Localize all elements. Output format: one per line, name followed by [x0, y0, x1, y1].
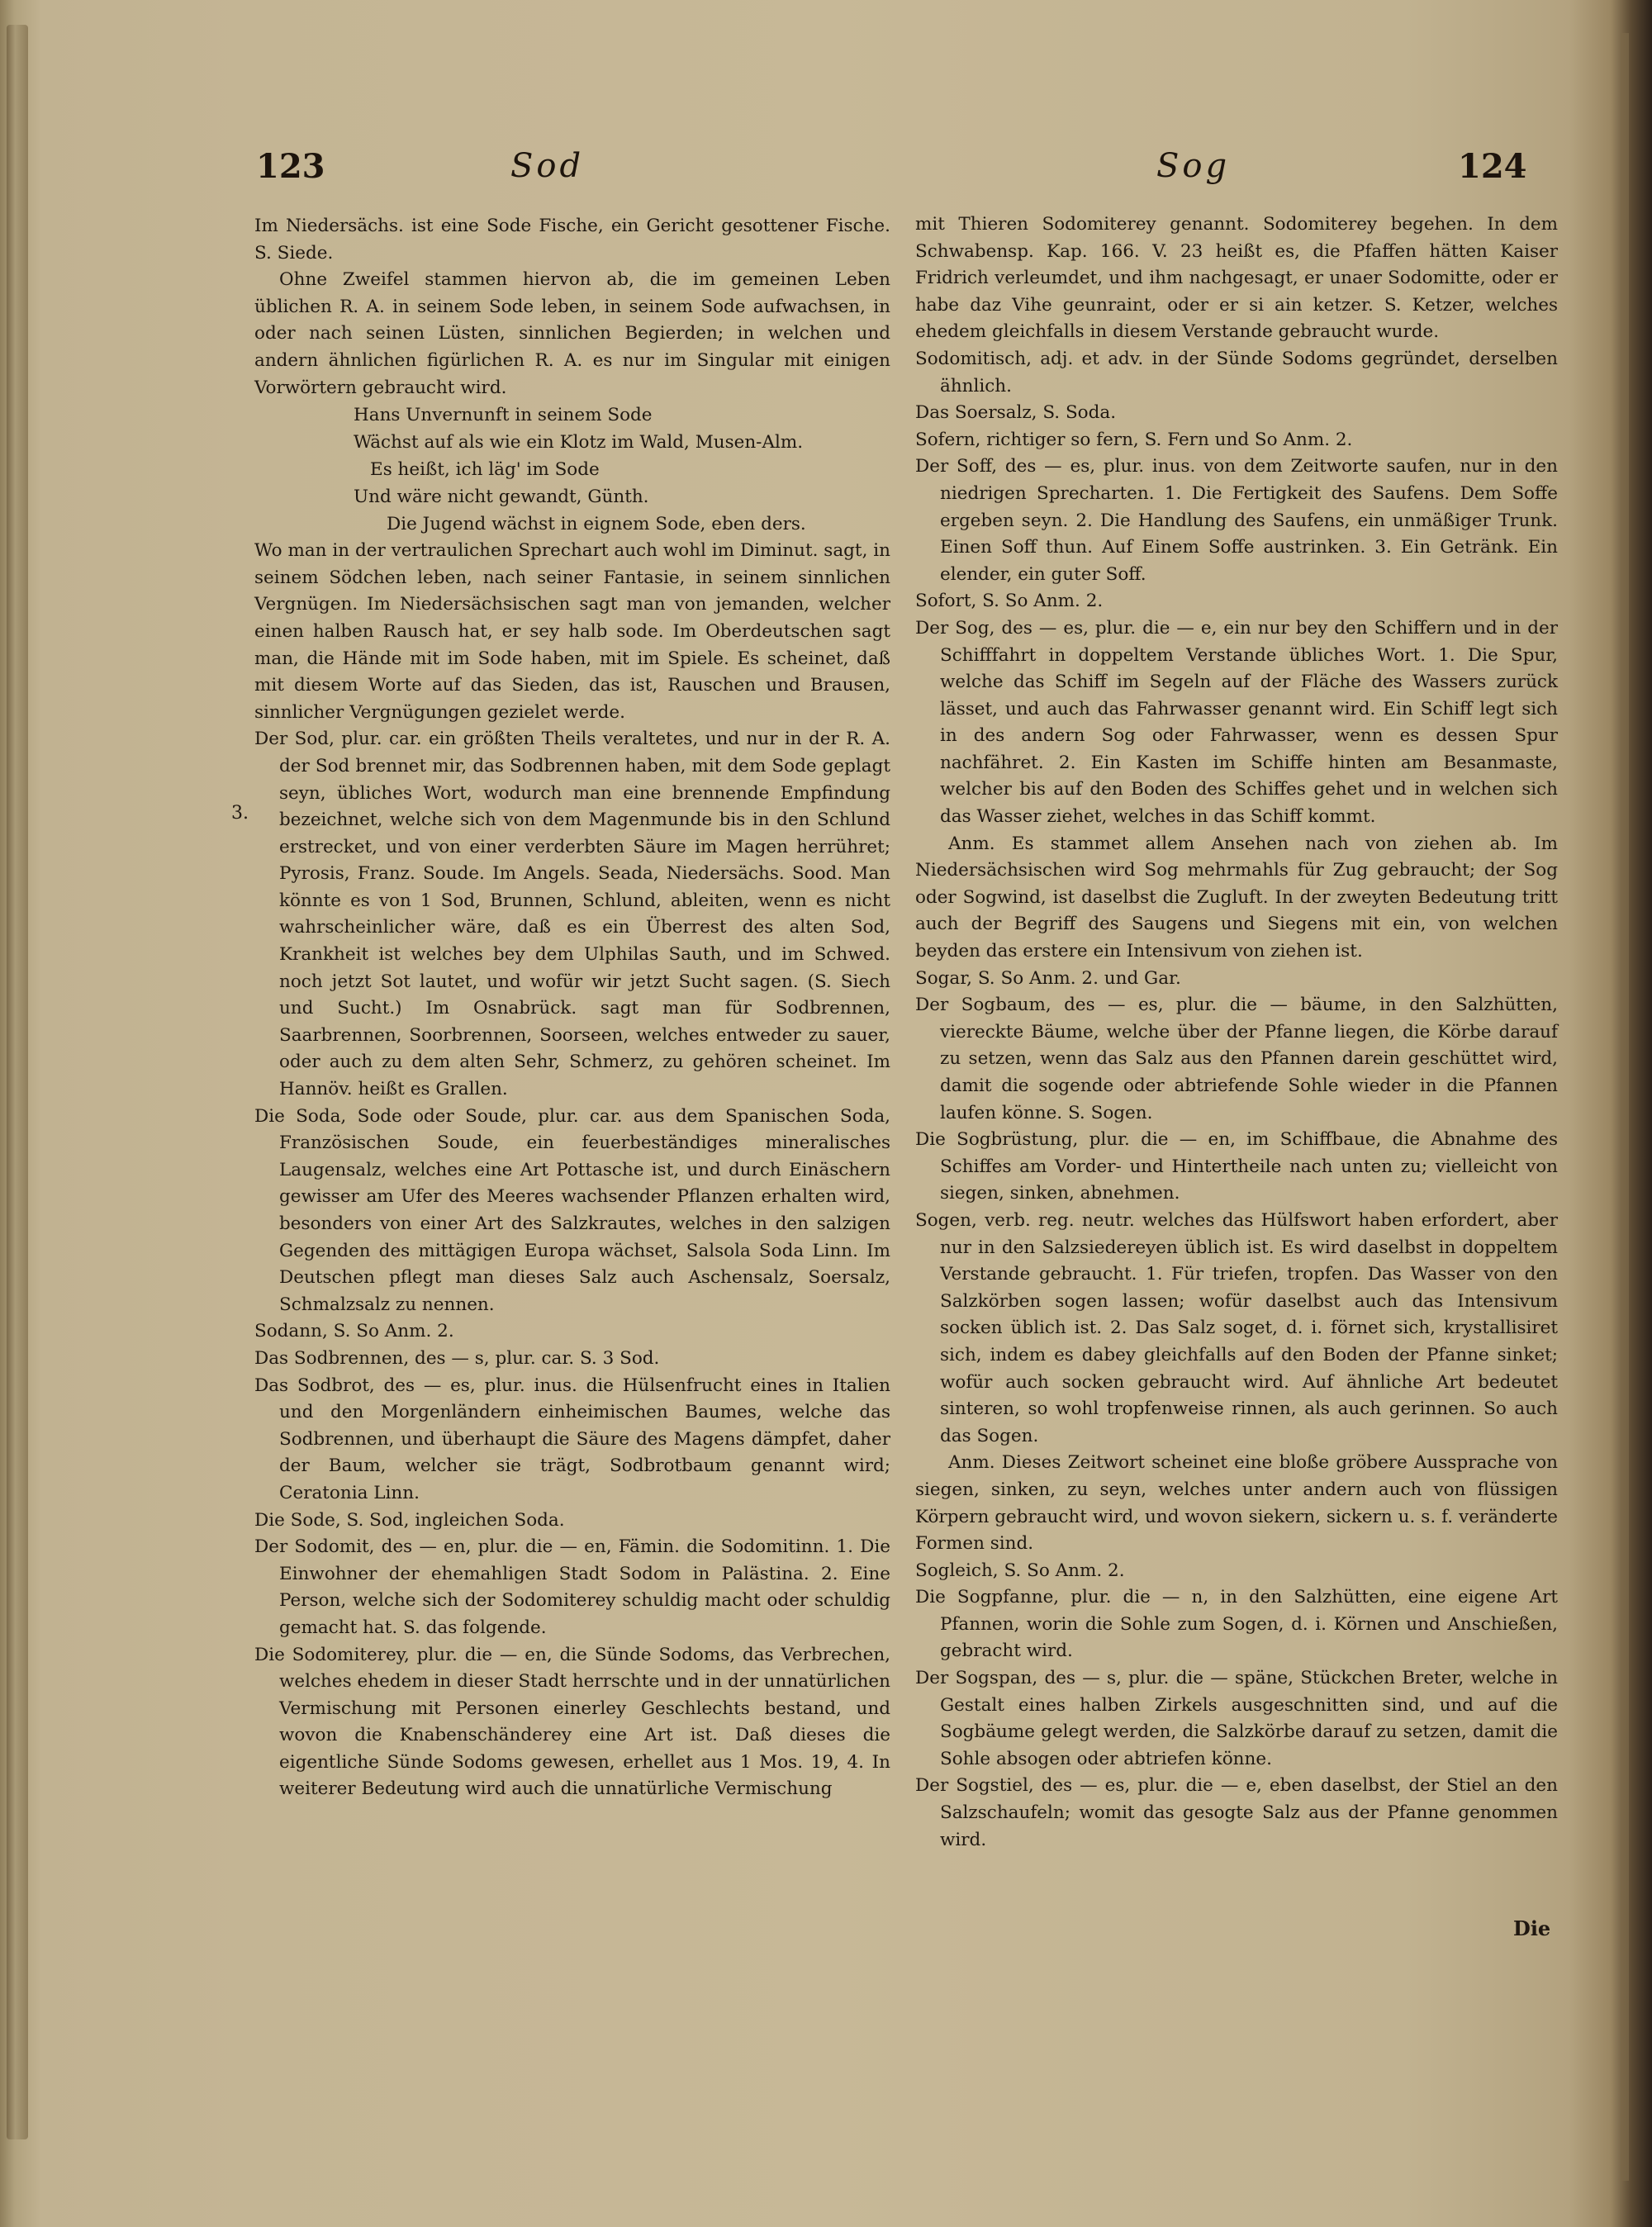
paragraph: Ohne Zweifel stammen hiervon ab, die im gemeinen Leben üblichen R. A. in seinem Sode leben, in seinem Sode aufwachsen, in oder nach seinen Lüsten, sinnlichen Begierden; in welchen und andern ähnlichen figürlichen R. A. es nur im Singular mit einigen Vorwörtern gebraucht wird. — [254, 269, 890, 398]
dictionary-entry: Das Sodbrennen, des — s, plur. car. S. 3 Sod. — [254, 1347, 660, 1369]
paragraph: mit Thieren Sodomiterey genannt. Sodomiterey begehen. In dem Schwabensp. Kap. 166. V. 23 heißt es, die Pfaffen hätten Kaiser Fridrich verleumdet, und ihm nachgesagt, er unaer Sodomitte, oder er habe daz Vihe geunraint, oder er si ain ketzer. S. Ketzer, welches ehedem gleichfalls in diesem Verstande gebraucht wurde. — [915, 214, 1558, 343]
dictionary-entry: Der Sogspan, des — s, plur. die — späne, Stückchen Breter, welche in Gestalt eines halben Zirkels ausgeschnitten sind, und auf die Sogbäume gelegt werden, die Salzkörbe darauf zu setzen, damit die Sohle absogen oder abtriefen könne. — [915, 1668, 1558, 1769]
dictionary-entry: Der Sodomit, des — en, plur. die — en, Fämin. die Sodomitinn. 1. Die Einwohner der ehemahligen Stadt Sodom in Palästina. 2. Eine Person, welche sich der Sodomiterey schuldig macht oder schuldig gemacht hat. S. das folgende. — [254, 1536, 890, 1638]
dictionary-entry: Der Sod, plur. car. ein größten Theils veraltetes, und nur in der R. A. der Sod brennet mir, das Sodbrennen haben, mit dem Sode geplagt seyn, übliches Wort, wodurch man eine brennende Empfindung bezeichnet, welche sich von dem Magenmunde bis in den Schlund erstrecket, und von einer verderbten Säure im Magen herrühret; Pyrosis, Franz. Soude. Im Angels. Seada, Niedersächs. Sood. Man könnte es von 1 Sod, Brunnen, Schlund, ableiten, wenn es nicht wahrscheinlicher wäre, daß es ein Überrest des alten Sod, Krankheit ist welches bey dem Ulphilas Sauth, und im Schwed. noch jetzt Sot lautet, und wofür wir jetzt Sucht sagen. (S. Siech und Sucht.) Im Osnabrück. sagt man für Sodbrennen, Saarbrennen, Soorbrennen, Soorseen, welches entweder zu sauer, oder auch zu dem alten Sehr, Schmerz, zu gehören scheinet. Im Hannöv. heißt es Grallen. — [254, 729, 890, 1100]
left-column — [254, 213, 890, 1803]
dictionary-entry: Sofern, richtiger so fern, S. Fern und So Anm. 2. — [915, 429, 1353, 450]
annotation: Anm. Dieses Zeitwort scheinet eine bloße gröbere Aussprache von siegen, sinken, zu seyn, welches unter andern auch von flüssigen Körpern gebraucht wird, und wovon siekern, sickern u. s. f. veränderte Formen sind. — [915, 1452, 1558, 1555]
dictionary-entry: Der Sog, des — es, plur. die — e, ein nur bey den Schiffern und in der Schifffahrt in doppeltem Verstande übliches Wort. 1. Die Spur, welche das Schiff im Segeln auf der Fläche des Wassers zurück lässet, und auch das Fahrwasser genannt wird. Ein Schiff legt sich in des andern Sog oder Fahrwasser, wenn es dessen Spur nachfähret. 2. Ein Kasten im Schiffe hinten am Besanmaste, welcher bis auf den Boden des Schiffes gehet und in welchen sich das Wasser ziehet, welches in das Schiff kommt. — [915, 617, 1558, 828]
paragraph: Im Niedersächs. ist eine Sode Fische, ein Gericht gesottener Fische. S. Siede. — [254, 216, 890, 264]
page-header — [248, 147, 1528, 197]
dictionary-entry: Die Soda, Sode oder Soude, plur. car. aus dem Spanischen Soda, Französischen Soude, ein feuerbeständiges mineralisches Laugensalz, welches eine Art Pottasche ist, und durch Einäschern gewisser am Ufer des Meeres wachsender Pflanzen erhalten wird, besonders von einer Art des Salzkrautes, welches in den salzigen Gegenden des mittägigen Europa wächset, Salsola Soda Linn. Im Deutschen pflegt man dieses Salz auch Aschensalz, Soersalz, Schmalzsalz zu nennen. — [254, 1105, 890, 1315]
dictionary-entry: Die Sode, S. Sod, ingleichen Soda. — [254, 1509, 565, 1531]
dictionary-entry: Sodomitisch, adj. et adv. in der Sünde Sodoms gegründet, derselben ähnlich. — [915, 348, 1558, 396]
dictionary-entry: Sogen, verb. reg. neutr. welches das Hülfswort haben erfordert, aber nur in den Salzsiedereyen üblich ist. Es wird daselbst in doppeltem Verstande gebraucht. 1. Für triefen, tropfen. Das Wasser von den Salzkörben sogen lassen; wofür daselbst auch das Intensivum socken üblich ist. 2. Das Salz soget, d. i. förnet sich, krystallisiret sich, indem es dabey gleichfalls auf den Boden der Pfanne sinket; wofür auch socken gebraucht wird. Auf ähnliche Art bedeutet sinteren, so wohl tropfenweise rinnen, als auch gerinnen. So auch das Sogen. — [915, 1209, 1558, 1446]
annotation: Anm. Es stammet allem Ansehen nach von ziehen ab. Im Niedersächsischen wird Sog mehrmahls für Zug gebraucht; der Sog oder Sogwind, ist daselbst die Zugluft. In der zweyten Bedeutung tritt auch der Begriff des Saugens und Siegens mit ein, von welchen beyden das erstere ein Intensivum von ziehen ist. — [915, 833, 1558, 962]
running-head-right: Sog — [1156, 147, 1231, 185]
page-number-right: 124 — [1458, 147, 1527, 186]
dictionary-entry: Die Sodomiterey, plur. die — en, die Sünde Sodoms, das Verbrechen, welches ehedem in dieser Stadt herrschte und in der unnatürlichen Vermischung mit Personen einerley Geschlechts bestand, und wovon die Knabenschänderey eine Art ist. Daß dieses die eigentliche Sünde Sodoms gewesen, erhellet aus 1 Mos. 19, 4. In weiterer Bedeutung wird auch die unnatürliche Vermischung — [254, 1644, 890, 1800]
dictionary-entry: Sodann, S. So Anm. 2. — [254, 1321, 454, 1342]
entry-number: 3. — [231, 803, 249, 824]
dictionary-entry: Der Sogstiel, des — es, plur. die — e, eben daselbst, der Stiel an den Salzschaufeln; womit das gesogte Salz aus der Pfanne genommen wird. — [915, 1775, 1558, 1850]
verse-line: Hans Unvernunft in seinem Sode — [354, 405, 653, 426]
dictionary-entry: Sofort, S. So Anm. 2. — [915, 591, 1104, 612]
dictionary-entry: Der Soff, des — es, plur. inus. von dem Zeitworte saufen, nur in den niedrigen Sprecharten. 1. Die Fertigkeit des Saufens. Dem Soffe ergeben seyn. 2. Die Handlung des Saufens, ein unmäßiger Trunk. Einen Soff thun. Auf Einem Soffe austrinken. 3. Ein Getränk. Ein elender, ein guter Soff. — [915, 456, 1558, 585]
verse-line: Wächst auf als wie ein Klotz im Wald, Musen-Alm. — [354, 432, 804, 453]
dictionary-entry: Das Soersalz, S. Soda. — [915, 402, 1117, 424]
catchword: Die — [1513, 1916, 1551, 1940]
dictionary-entry: Sogleich, S. So Anm. 2. — [915, 1560, 1125, 1581]
verse-line: Und wäre nicht gewandt, Günth. — [354, 487, 649, 508]
verse-line: Die Jugend wächst in eignem Sode, eben ders. — [387, 514, 806, 535]
dictionary-entry: Das Sodbrot, des — es, plur. inus. die Hülsenfrucht eines in Italien und den Morgenländern einheimischen Baumes, welche das Sodbrennen, und überhaupt die Säure des Magens dämpfet, daher der Baum, welcher sie trägt, Sodbrotbaum genannt wird; Ceratonia Linn. — [254, 1375, 890, 1503]
dictionary-entry: Der Sogbaum, des — es, plur. die — bäume, in den Salzhütten, viereckte Bäume, welche über der Pfanne liegen, die Körbe darauf zu setzen, wenn das Salz aus den Pfannen darein geschüttet wird, damit die sogende oder abtriefende Sohle wieder in die Pfannen laufen könne. S. Sogen. — [915, 995, 1558, 1123]
page-number-left: 123 — [256, 147, 325, 186]
right-column — [915, 211, 1558, 1854]
paragraph: Wo man in der vertraulichen Sprechart auch wohl im Diminut. sagt, in seinem Södchen leben, nach seiner Fantasie, in seinem sinnlichen Vergnügen. Im Niedersächsischen sagt man von jemanden, welcher einen halben Rausch hat, er sey halb sode. Im Oberdeutschen sagt man, die Hände mit im Sode haben, mit im Spiele. Es scheinet, daß mit diesem Worte auf das Sieden, das ist, Rauschen und Brausen, sinnlicher Vergnügungen gezielet werde. — [254, 540, 890, 723]
running-head-left: Sod — [510, 147, 585, 185]
dictionary-entry: Die Sogbrüstung, plur. die — en, im Schiffbaue, die Abnahme des Schiffes am Vorder- und Hintertheile nach unten zu; vielleicht von siegen, sinken, abnehmen. — [915, 1129, 1558, 1204]
dictionary-entry: Die Sogpfanne, plur. die — n, in den Salzhütten, eine eigene Art Pfannen, worin die Sohle zum Sogen, d. i. Körnen und Anschießen, gebracht wird. — [915, 1587, 1558, 1662]
verse-line: Es heißt, ich läg' im Sode — [370, 459, 600, 481]
dictionary-entry: Sogar, S. So Anm. 2. und Gar. — [915, 967, 1181, 989]
